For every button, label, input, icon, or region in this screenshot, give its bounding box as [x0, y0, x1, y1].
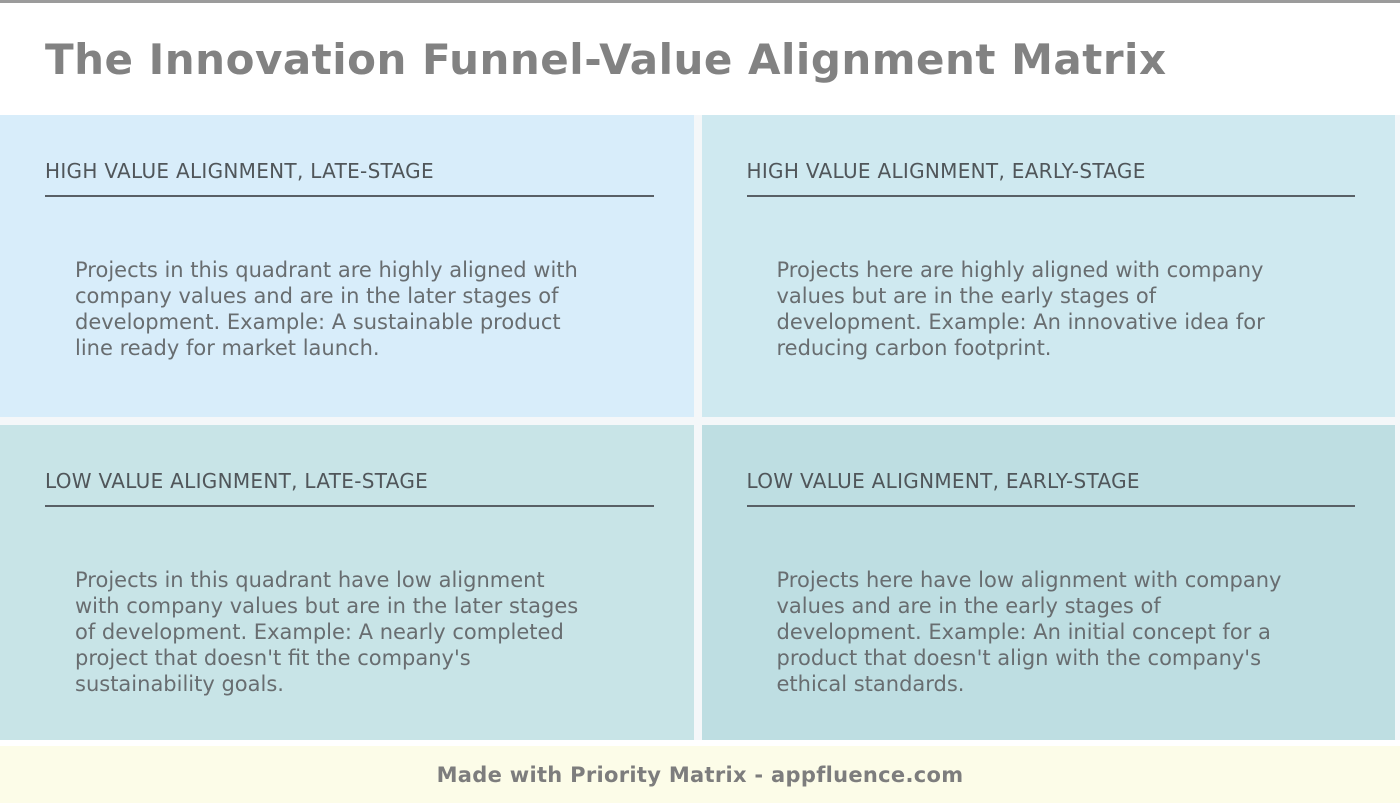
footer-credit: Made with Priority Matrix - appfluence.com	[436, 762, 964, 787]
page-title: The Innovation Funnel-Value Alignment Matrix	[45, 34, 1167, 84]
quadrant-high-value-late-stage	[0, 115, 694, 417]
quadrant-low-value-early-stage	[702, 425, 1396, 740]
quadrant-title: LOW VALUE ALIGNMENT, EARLY-STAGE	[747, 469, 1356, 507]
quadrant-description: Projects in this quadrant are highly aligned with company values and are in the later stages of development. Example: A sustainable product line ready for market launch.	[75, 258, 578, 360]
quadrant-title: HIGH VALUE ALIGNMENT, EARLY-STAGE	[747, 159, 1356, 197]
quadrant-description: Projects here are highly aligned with company values but are in the early stages of development. Example: An innovative idea for reducing carbon footprint.	[776, 258, 1265, 360]
quadrant-title: HIGH VALUE ALIGNMENT, LATE-STAGE	[45, 159, 654, 197]
quadrant-grid	[0, 115, 1400, 740]
quadrant-low-value-late-stage	[0, 425, 694, 740]
footer-band	[0, 746, 1400, 803]
quadrant-description: Projects in this quadrant have low alignment with company values but are in the later stages of development. Example: A nearly completed project that doesn't fit the company's sustainability goals.	[75, 568, 579, 696]
title-band	[0, 3, 1400, 115]
quadrant-description: Projects here have low alignment with company values and are in the early stages of development. Example: An initial concept for a product that doesn't align with the company's ethical standards.	[776, 568, 1282, 696]
quadrant-high-value-early-stage	[702, 115, 1396, 417]
quadrant-title: LOW VALUE ALIGNMENT, LATE-STAGE	[45, 469, 654, 507]
